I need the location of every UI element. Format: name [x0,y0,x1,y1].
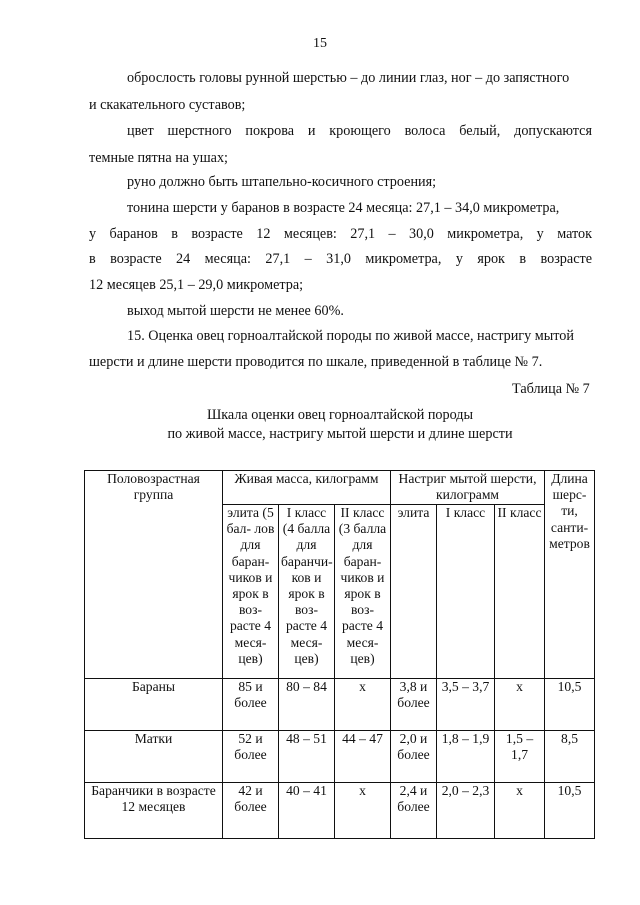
paragraph-line: у баранов в возрасте 12 месяцев: 27,1 – 30,0 микрометра, у маток [89,226,592,242]
row-group: Баранчики в возрасте 12 месяцев [85,783,223,839]
table-cell: 1,8 – 1,9 [437,731,495,783]
paragraph-line: темные пятна на ушах; [89,150,228,166]
header-wool-length: Длина шерс- ти, санти- метров [545,471,595,679]
table-cell: 2,0 и более [391,731,437,783]
table-cell: 2,0 – 2,3 [437,783,495,839]
table-title-line: Шкала оценки овец горноалтайской породы [206,407,474,423]
subheader-wool-class-2: II класс [495,505,545,679]
table-cell: x [335,783,391,839]
subheader-wool-elite: элита [391,505,437,679]
paragraph-line: и скакательного суставов; [89,97,246,113]
header-age-group: Половозрастная группа [85,471,223,679]
subheader-elite: элита (5 бал- лов для баран- чиков и ярок в воз- расте 4 меся- цев) [223,505,279,679]
table-cell: 42 и более [223,783,279,839]
table-cell: 48 – 51 [279,731,335,783]
header-wool-yield: Настриг мытой шерсти, килограмм [391,471,545,505]
header-live-weight: Живая масса, килограмм [223,471,391,505]
table-cell: 80 – 84 [279,679,335,731]
table-title-line: по живой массе, настригу мытой шерсти и длине шерсти [167,426,513,442]
row-group: Матки [85,731,223,783]
evaluation-table [84,470,595,839]
table-cell: x [495,679,545,731]
paragraph-line: 15. Оценка овец горноалтайской породы по живой массе, настригу мытой [127,328,574,344]
table-cell: 2,4 и более [391,783,437,839]
subheader-wool-class-1: I класс [437,505,495,679]
table-row [85,731,595,783]
paragraph-line: цвет шерстного покрова и кроющего волоса белый, допускаются [127,123,592,139]
table-cell: 3,5 – 3,7 [437,679,495,731]
table-cell: 8,5 [545,731,595,783]
table-row [85,679,595,731]
paragraph-line: руно должно быть штапельно-косичного строения; [127,174,437,190]
table-cell: 44 – 47 [335,731,391,783]
page-number: 15 [313,36,327,51]
paragraph-line: оброслость головы рунной шерстью – до линии глаз, ног – до запястного [127,70,570,86]
table-cell: 1,5 – 1,7 [495,731,545,783]
table-cell: 40 – 41 [279,783,335,839]
table-label: Таблица № 7 [512,381,590,397]
table-cell: 10,5 [545,783,595,839]
table-cell: 52 и более [223,731,279,783]
paragraph-line: в возрасте 24 месяца: 27,1 – 31,0 микрометра, у ярок в возрасте [89,251,592,267]
row-group: Бараны [85,679,223,731]
table-cell: 10,5 [545,679,595,731]
paragraph-line: тонина шерсти у баранов в возрасте 24 месяца: 27,1 – 34,0 микрометра, [127,200,560,216]
paragraph-line: 12 месяцев 25,1 – 29,0 микрометра; [89,277,304,293]
subheader-class-1: I класс (4 балла для баранчи- ков и ярок в воз- расте 4 меся- цев) [279,505,335,679]
table-row [85,783,595,839]
table-cell: x [495,783,545,839]
table-cell: x [335,679,391,731]
table-cell: 85 и более [223,679,279,731]
paragraph-line: шерсти и длине шерсти проводится по шкале, приведенной в таблице № 7. [89,354,543,370]
subheader-class-2: II класс (3 балла для баран- чиков и ярок в воз- расте 4 меся- цев) [335,505,391,679]
table-cell: 3,8 и более [391,679,437,731]
paragraph-line: выход мытой шерсти не менее 60%. [127,303,344,319]
